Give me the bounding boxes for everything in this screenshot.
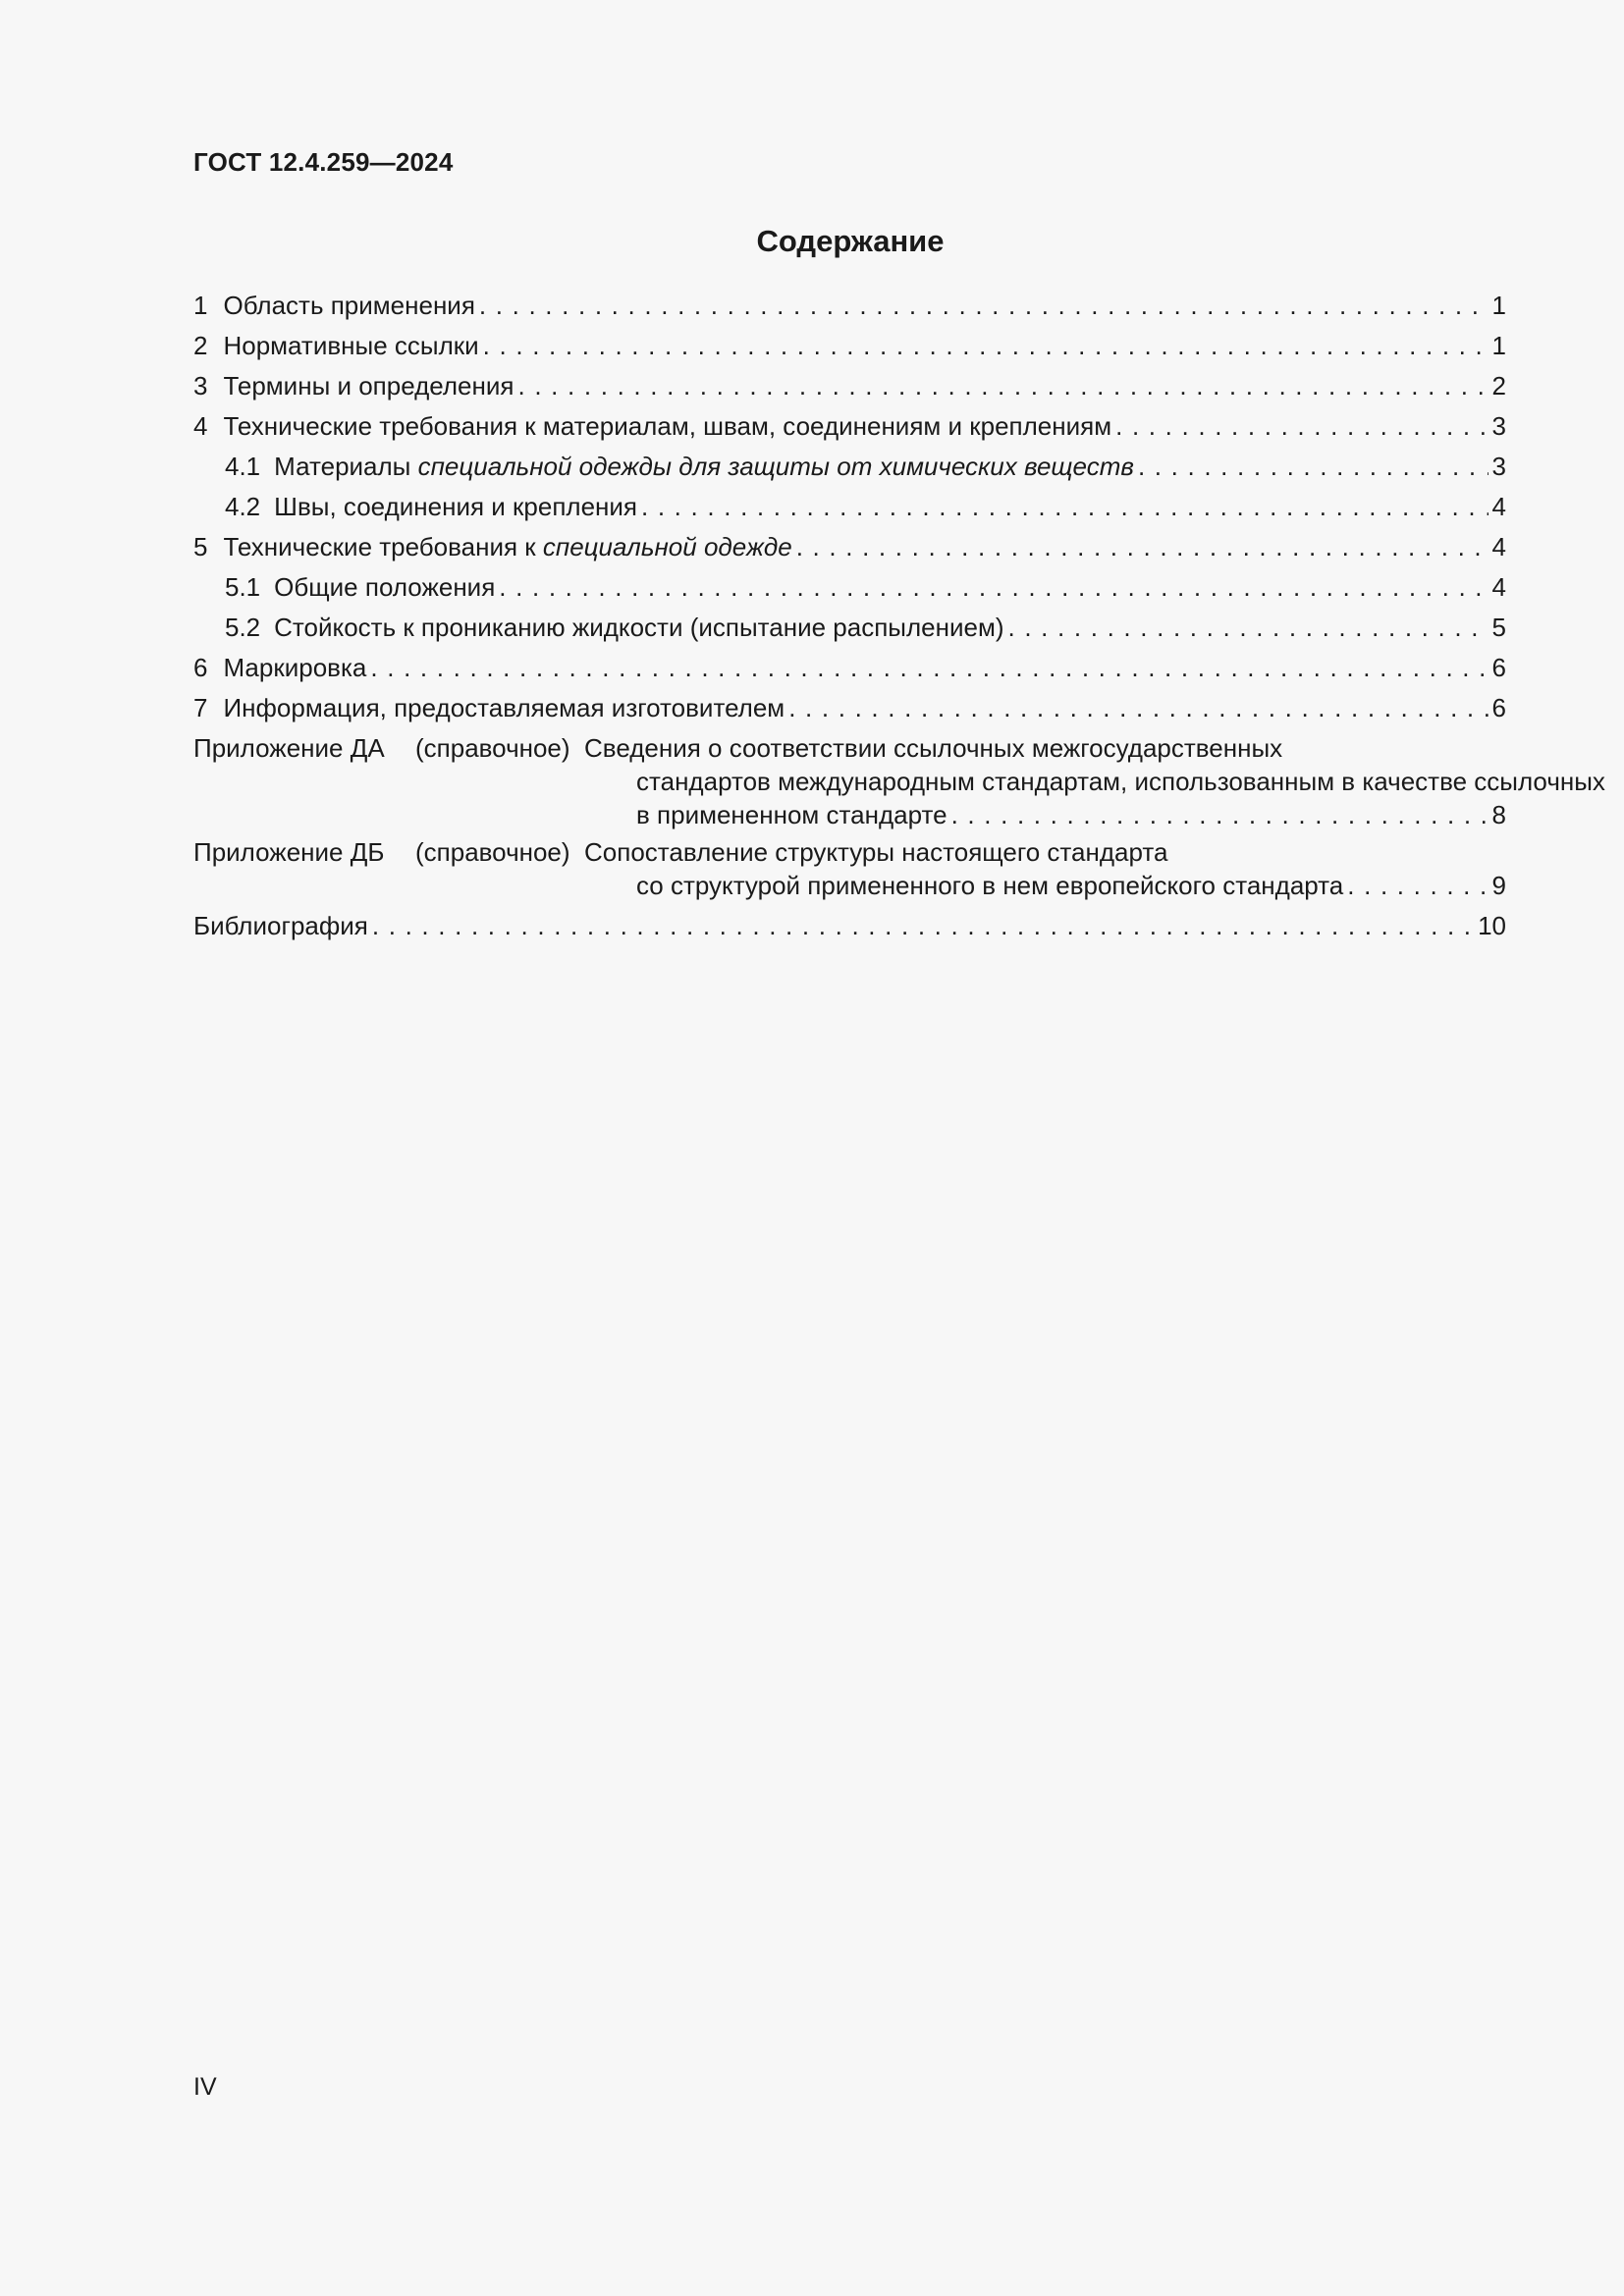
toc-entry-title-part: Технические требования к материалам, швам, соединениям и креплениям (223, 411, 1112, 441)
toc-entry-number: 6 (193, 653, 208, 682)
toc-entry-title (223, 366, 514, 406)
toc-page-number: 4 (1491, 532, 1506, 561)
toc-entry-number: 4.1 (225, 452, 261, 481)
toc-entry-number: 3 (193, 371, 208, 400)
toc-entry[interactable] (193, 326, 1506, 366)
toc-page-number: 9 (1491, 871, 1506, 900)
toc-entry-number: 5 (193, 532, 208, 561)
toc-entry-number: 2 (193, 331, 208, 360)
toc-entry-title (223, 286, 474, 326)
appendix-body (415, 835, 1506, 902)
appendix-label: Приложение ДБ (193, 837, 385, 867)
dot-leader (370, 648, 1488, 688)
toc-entry-number: 5.2 (225, 613, 261, 642)
toc-entry[interactable] (193, 487, 1506, 527)
toc-page-number: 1 (1491, 291, 1506, 320)
toc-entry[interactable] (193, 286, 1506, 326)
dot-leader (796, 527, 1489, 567)
toc-entry-title (223, 326, 478, 366)
toc-page-number: 10 (1478, 911, 1506, 940)
appendix-body (415, 731, 1605, 831)
toc-appendix-da[interactable] (193, 731, 1605, 831)
toc-entry-number: 7 (193, 693, 208, 722)
toc-entry[interactable] (193, 406, 1506, 447)
toc-entry[interactable] (193, 447, 1506, 487)
toc-entry-number: 4.2 (225, 492, 261, 521)
toc-page-number: 8 (1491, 800, 1506, 829)
dot-leader (1007, 608, 1488, 648)
toc-entry-title-part: Термины и определения (223, 371, 514, 400)
toc-entry-title-part: Швы, соединения и крепления (274, 492, 637, 521)
toc-entries (193, 286, 1506, 728)
toc-entry-title-part: Общие положения (274, 572, 496, 602)
toc-page-number: 6 (1491, 693, 1506, 722)
appendix-label: Приложение ДА (193, 733, 385, 763)
toc-page-number: 2 (1491, 371, 1506, 400)
toc-entry-title (274, 608, 1003, 648)
toc-page-number: 6 (1491, 653, 1506, 682)
toc-entry-title (223, 527, 791, 567)
appendix-title-line: Сопоставление структуры настоящего стандарта (584, 837, 1168, 867)
toc-bibliography[interactable] (193, 906, 1506, 946)
appendix-title-line: Сведения о соответствии ссылочных межгосударственных (584, 733, 1283, 763)
dot-leader (1347, 869, 1488, 902)
dot-leader (641, 487, 1489, 527)
toc-title: Содержание (756, 224, 945, 258)
appendix-kind: (справочное) (415, 733, 570, 763)
toc-entry-title-part: Маркировка (223, 653, 367, 682)
toc-entry-number: 5.1 (225, 572, 261, 602)
toc-entry-title: Библиография (193, 911, 368, 940)
toc-entry-title-part: специальной одежды для защиты от химических веществ (417, 452, 1134, 481)
toc-entry[interactable] (193, 648, 1506, 688)
toc-entry-number: 1 (193, 291, 208, 320)
toc-entry-title-part: Технические требования к (223, 532, 543, 561)
toc-entry[interactable] (193, 567, 1506, 608)
table-of-contents (193, 286, 1605, 946)
toc-entry-title (274, 487, 637, 527)
dot-leader (372, 906, 1474, 946)
appendix-title-line: в примененном стандарте (636, 800, 947, 829)
toc-page-number: 5 (1491, 613, 1506, 642)
toc-entry-number: 4 (193, 411, 208, 441)
toc-entry-title-part: Область применения (223, 291, 475, 320)
dot-leader (951, 798, 1489, 831)
toc-entry-title (223, 406, 1111, 447)
toc-entry-title-part: Материалы (274, 452, 418, 481)
toc-entry[interactable] (193, 366, 1506, 406)
toc-entry-title (274, 447, 1134, 487)
document-id: ГОСТ 12.4.259—2024 (193, 147, 454, 177)
toc-entry-title (223, 688, 785, 728)
toc-appendix-db[interactable] (193, 835, 1506, 902)
appendix-title-line: со структурой примененного в нем европейского стандарта (636, 871, 1344, 900)
toc-entry-title-part: Информация, предоставляемая изготовителем (223, 693, 785, 722)
toc-page-number: 4 (1491, 492, 1506, 521)
toc-entry[interactable] (193, 688, 1506, 728)
dot-leader (1138, 447, 1489, 487)
dot-leader (483, 326, 1489, 366)
appendix-kind: (справочное) (415, 837, 570, 867)
dot-leader (499, 567, 1488, 608)
dot-leader (479, 286, 1489, 326)
toc-entry-title-part: специальной одежде (542, 532, 792, 561)
dot-leader (788, 688, 1488, 728)
toc-page-number: 1 (1491, 331, 1506, 360)
toc-entry-title-part: Стойкость к прониканию жидкости (испытание распылением) (274, 613, 1004, 642)
toc-page-number: 3 (1491, 411, 1506, 441)
dot-leader (517, 366, 1488, 406)
toc-entry-title (274, 567, 495, 608)
toc-entry-title (223, 648, 366, 688)
dot-leader (1115, 406, 1488, 447)
toc-entry[interactable] (193, 527, 1506, 567)
page-number: IV (193, 2073, 217, 2101)
toc-page-number: 3 (1491, 452, 1506, 481)
appendix-title-line: стандартов международным стандартам, использованным в качестве ссылочных (636, 767, 1605, 796)
toc-entry-title-part: Нормативные ссылки (223, 331, 479, 360)
toc-page-number: 4 (1491, 572, 1506, 602)
toc-entry[interactable] (193, 608, 1506, 648)
